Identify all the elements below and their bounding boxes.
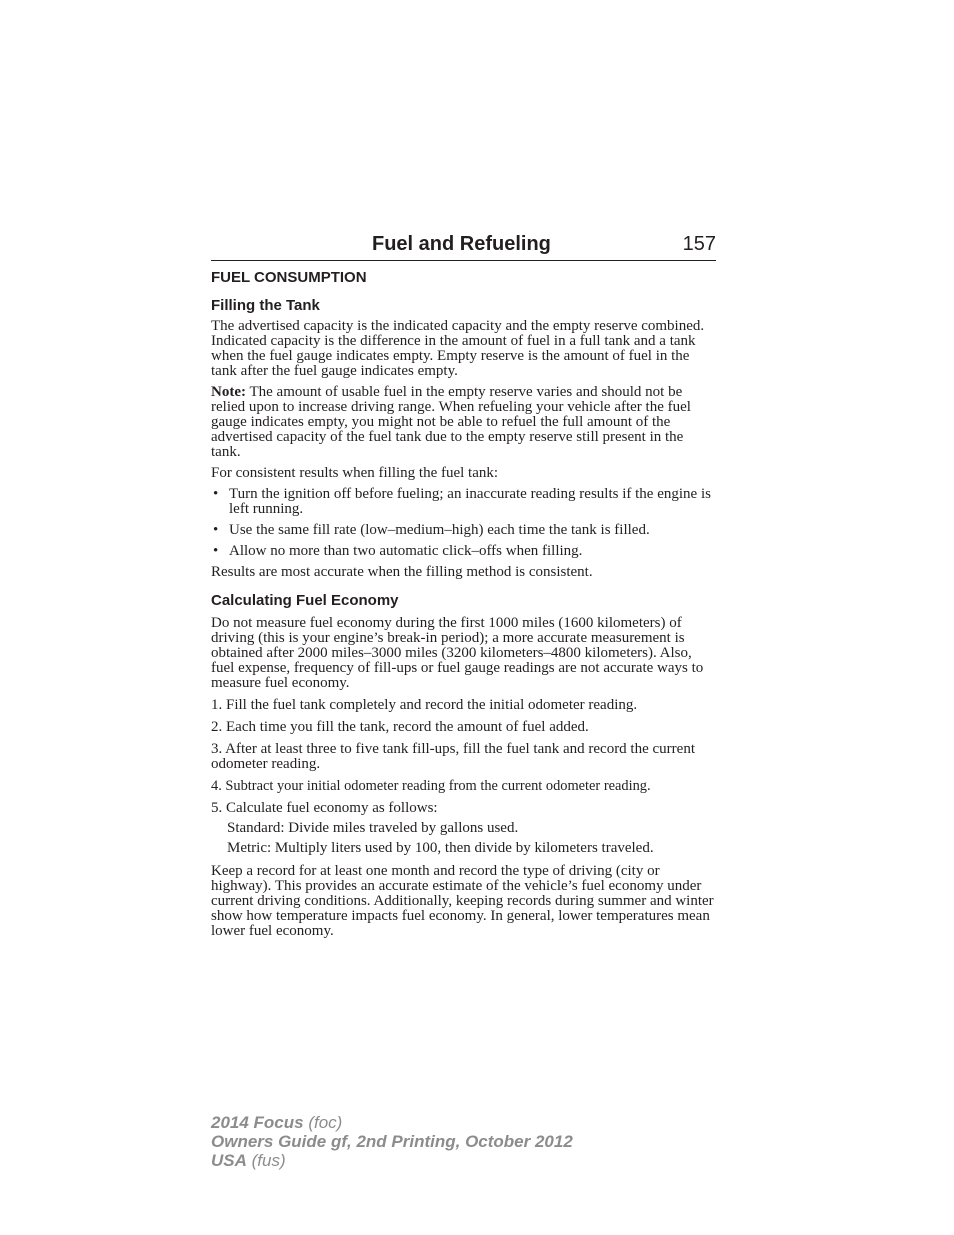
bullet-icon: • xyxy=(213,543,219,559)
chapter-title: Fuel and Refueling xyxy=(372,233,551,255)
note-paragraph xyxy=(211,385,716,460)
list-item: • Turn the ignition off before fueling; an inaccurate reading results if the engine is left running. xyxy=(213,486,711,517)
list-item: • Allow no more than two automatic click–offs when filling. xyxy=(213,543,583,559)
step-item: 4. Subtract your initial odometer reading from the current odometer reading. xyxy=(211,778,651,794)
page-header xyxy=(211,229,716,261)
filling-paragraph: The advertised capacity is the indicated capacity and the empty reserve combined. Indicated capacity is the difference in the amount of fuel in a full tank and a tank when the fuel gauge indicates empty. Empty reserve is the amount of fuel in the tank after the fuel gauge indicates empty. xyxy=(211,318,705,379)
bullet-icon: • xyxy=(213,486,219,502)
step-item: 2. Each time you fill the tank, record the amount of fuel added. xyxy=(211,719,589,735)
calculating-paragraph: Do not measure fuel economy during the first 1000 miles (1600 kilometers) of driving (this is your engine’s break-in period); a more accurate measurement is obtained after 2000 miles–3000 miles (3200 kilometers–4800 kilometers). Also, fuel expense, frequency of fill-ups or fuel gauge readings are not accurate ways to measure fuel economy. xyxy=(211,615,704,691)
standard-formula: Standard: Divide miles traveled by gallons used. xyxy=(227,820,519,836)
document-footer xyxy=(211,1113,573,1170)
footer-line-model: 2014 Focus (foc) xyxy=(211,1113,343,1132)
footer-line-market: USA (fus) xyxy=(211,1151,286,1170)
manual-page xyxy=(211,229,716,939)
page-number: 157 xyxy=(682,233,716,255)
step-item: 3. After at least three to five tank fill-ups, fill the fuel tank and record the current odometer reading. xyxy=(211,741,695,772)
filling-closing: Results are most accurate when the filling method is consistent. xyxy=(211,564,593,580)
step-item: 5. Calculate fuel economy as follows: xyxy=(211,800,438,816)
filling-bullet-list xyxy=(211,487,716,559)
note-label: Note: xyxy=(211,384,246,400)
footer-line-edition: Owners Guide gf, 2nd Printing, October 2012 xyxy=(211,1132,573,1151)
note-text: The amount of usable fuel in the empty reserve varies and should not be relied upon to increase driving range. When refueling your vehicle after the fuel gauge indicates empty, you might not be able to refuel the full amount of the advertised capacity of the fuel tank due to the empty reserve still present in the tank. xyxy=(211,384,691,460)
calculating-closing: Keep a record for at least one month and record the type of driving (city or highway). This provides an accurate estimate of the vehicle’s fuel economy under current driving conditions. Additionally, keeping records during summer and winter show how temperature impacts fuel economy. In general, lower temperatures mean lower fuel economy. xyxy=(211,863,714,939)
subsection-title-filling: Filling the Tank xyxy=(211,297,320,314)
section-title: FUEL CONSUMPTION xyxy=(211,269,367,286)
metric-formula: Metric: Multiply liters used by 100, then divide by kilometers traveled. xyxy=(227,840,654,856)
list-item: • Use the same fill rate (low–medium–high) each time the tank is filled. xyxy=(213,522,650,538)
step-item: 1. Fill the fuel tank completely and record the initial odometer reading. xyxy=(211,697,638,713)
bullet-icon: • xyxy=(213,522,219,538)
subsection-title-calculating: Calculating Fuel Economy xyxy=(211,592,399,609)
filling-intro: For consistent results when filling the fuel tank: xyxy=(211,465,499,481)
